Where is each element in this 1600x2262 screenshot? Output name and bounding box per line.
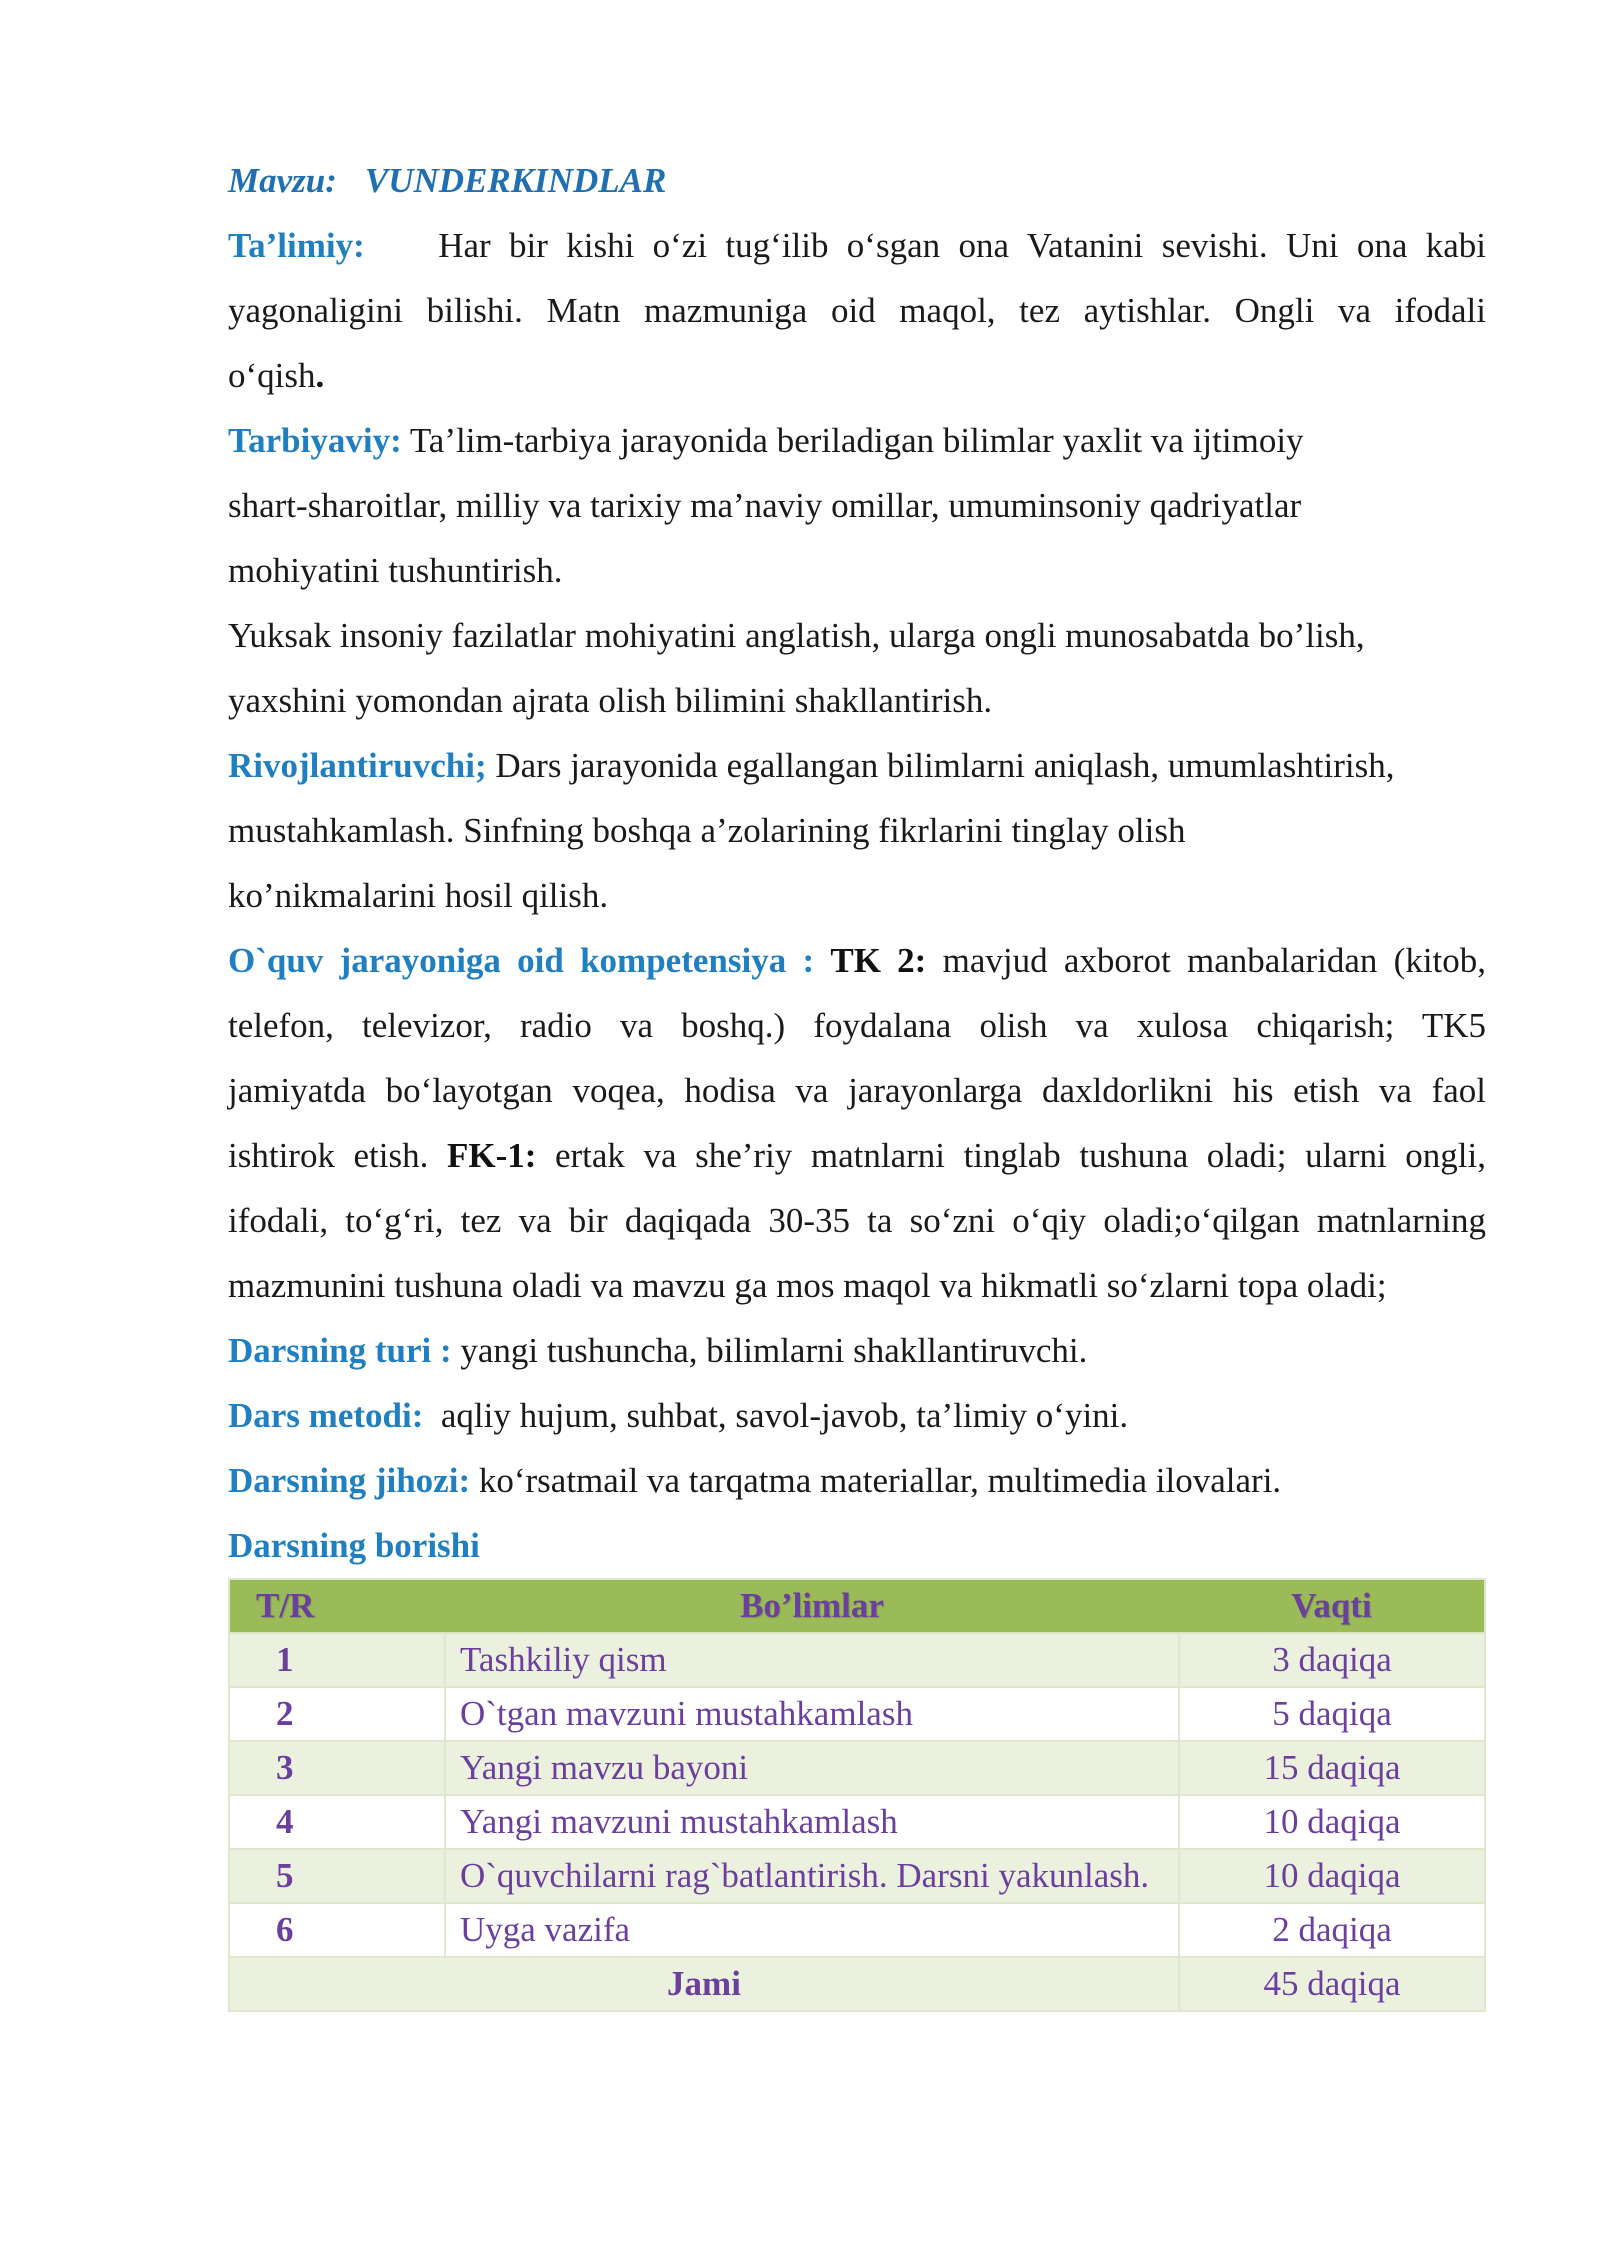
kompetensiya-text-3: jamiyatda bo‘layotgan voqea, hodisa va jarayonlarga daxldorlikni his etish va faol (228, 1071, 1486, 1110)
kompetensiya-line-2 (228, 993, 1486, 1058)
row-number: 5 (229, 1849, 445, 1903)
row-section: Uyga vazifa (445, 1903, 1179, 1957)
tarbiyaviy-line-5 (228, 668, 1486, 733)
tarbiyaviy-line-1 (228, 408, 1486, 473)
tarbiyaviy-text-2: shart-sharoitlar, milliy va tarixiy ma’naviy omillar, umuminsoniy qadriyatlar (228, 486, 1302, 525)
talimiy-line-3 (228, 343, 1486, 408)
kompetensiya-text-4a: ishtirok etish. (228, 1136, 429, 1175)
darsning-turi-value: yangi tushuncha, bilimlarni shakllantiruvchi. (460, 1331, 1088, 1370)
table-row (229, 1849, 1485, 1903)
rivojlantiruvchi-label: Rivojlantiruvchi; (228, 746, 487, 785)
header-tr: T/R (229, 1579, 445, 1633)
darsning-jihozi-label: Darsning jihozi: (228, 1461, 471, 1500)
row-number: 6 (229, 1903, 445, 1957)
kompetensiya-label: O`quv jarayoniga oid kompetensiya : (228, 941, 815, 980)
rivojlantiruvchi-line-2 (228, 798, 1486, 863)
rivojlantiruvchi-line-3 (228, 863, 1486, 928)
table-row (229, 1633, 1485, 1687)
kompetensiya-line-3 (228, 1058, 1486, 1123)
row-section: Yangi mavzuni mustahkamlash (445, 1795, 1179, 1849)
table-row (229, 1741, 1485, 1795)
talimiy-text-1: Har bir kishi o‘zi tug‘ilib o‘sgan ona Vatanini sevishi. Uni ona kabi (438, 226, 1487, 265)
row-time: 5 daqiqa (1179, 1687, 1485, 1741)
tarbiyaviy-line-2 (228, 473, 1486, 538)
tarbiyaviy-text-5: yaxshini yomondan ajrata olish bilimini shakllantirish. (228, 681, 993, 720)
rivojlantiruvchi-text-3: ko’nikmalarini hosil qilish. (228, 876, 609, 915)
dars-metodi-line (228, 1383, 1486, 1448)
row-number: 4 (229, 1795, 445, 1849)
tarbiyaviy-text-3: mohiyatini tushuntirish. (228, 551, 563, 590)
header-time: Vaqti (1179, 1579, 1485, 1633)
fk1-label: FK-1: (446, 1136, 537, 1175)
kompetensiya-text-6: mazmunini tushuna oladi va mavzu ga mos maqol va hikmatli so‘zlarni topa oladi; (228, 1266, 1387, 1305)
total-label: Jami (229, 1957, 1179, 2011)
rivojlantiruvchi-text-2: mustahkamlash. Sinfning boshqa a’zolarining fikrlarini tinglay olish (228, 811, 1186, 850)
kompetensiya-text-4b: ertak va she’riy matnlarni tinglab tushuna oladi; ularni ongli, (554, 1136, 1486, 1175)
row-section: O`quvchilarni rag`batlantirish. Darsni yakunlash. (445, 1849, 1179, 1903)
row-number: 1 (229, 1633, 445, 1687)
kompetensiya-text-2: telefon, televizor, radio va boshq.) foydalana olish va xulosa chiqarish; TK5 (228, 1006, 1486, 1045)
table-row (229, 1903, 1485, 1957)
row-time: 3 daqiqa (1179, 1633, 1485, 1687)
tarbiyaviy-text-4: Yuksak insoniy fazilatlar mohiyatini anglatish, ularga ongli munosabatda bo’lish, (228, 616, 1365, 655)
tarbiyaviy-label: Tarbiyaviy: (228, 421, 402, 460)
darsning-jihozi-value: ko‘rsatmail va tarqatma materiallar, multimedia ilovalari. (478, 1461, 1282, 1500)
talimiy-text-2: yagonaligini bilishi. Matn mazmuniga oid maqol, tez aytishlar. Ongli va ifodali (228, 291, 1486, 330)
table-row (229, 1795, 1485, 1849)
kompetensiya-text-1: mavjud axborot manbalaridan (kitob, (942, 941, 1487, 980)
lesson-plan-table (228, 1578, 1486, 2012)
header-sections: Bo’limlar (445, 1579, 1179, 1633)
kompetensiya-line-6 (228, 1253, 1486, 1318)
kompetensiya-text-5: ifodali, to‘g‘ri, tez va bir daqiqada 30-35 ta so‘zni o‘qiy oladi;o‘qilgan matnlarning (228, 1201, 1486, 1240)
rivojlantiruvchi-text-1: Dars jarayonida egallangan bilimlarni aniqlash, umumlashtirish, (495, 746, 1395, 785)
tarbiyaviy-line-3 (228, 538, 1486, 603)
row-section: Yangi mavzu bayoni (445, 1741, 1179, 1795)
talimiy-line-2 (228, 278, 1486, 343)
row-time: 2 daqiqa (1179, 1903, 1485, 1957)
kompetensiya-line-4 (228, 1123, 1486, 1188)
darsning-borishi-label: Darsning borishi (228, 1526, 480, 1565)
tarbiyaviy-text-1: Ta’lim-tarbiya jarayonida beriladigan bilimlar yaxlit va ijtimoiy (409, 421, 1304, 460)
dars-metodi-label: Dars metodi: (228, 1396, 424, 1435)
tk2-label: TK 2: (830, 941, 927, 980)
dars-metodi-value: aqliy hujum, suhbat, savol-javob, ta’limiy o‘yini. (440, 1396, 1129, 1435)
talimiy-end-mark: . (315, 356, 325, 395)
darsning-turi-line (228, 1318, 1486, 1383)
darsning-borishi-heading (228, 1513, 1486, 1578)
row-time: 10 daqiqa (1179, 1795, 1485, 1849)
darsning-turi-label: Darsning turi : (228, 1331, 452, 1370)
row-number: 3 (229, 1741, 445, 1795)
kompetensiya-line-5 (228, 1188, 1486, 1253)
darsning-jihozi-line (228, 1448, 1486, 1513)
row-section: O`tgan mavzuni mustahkamlash (445, 1687, 1179, 1741)
row-number: 2 (229, 1687, 445, 1741)
table-header-row (229, 1579, 1485, 1633)
lesson-title (228, 148, 1486, 213)
title-label: Mavzu: (228, 161, 337, 200)
table-row (229, 1687, 1485, 1741)
kompetensiya-line-1 (228, 928, 1486, 993)
row-section: Tashkiliy qism (445, 1633, 1179, 1687)
total-time: 45 daqiqa (1179, 1957, 1485, 2011)
document-body (228, 148, 1486, 1578)
title-value: VUNDERKINDLAR (364, 161, 667, 200)
rivojlantiruvchi-line-1 (228, 733, 1486, 798)
row-time: 10 daqiqa (1179, 1849, 1485, 1903)
tarbiyaviy-line-4 (228, 603, 1486, 668)
talimiy-text-3: o‘qish (228, 356, 316, 395)
talimiy-label: Ta’limiy: (228, 226, 365, 265)
talimiy-line-1 (228, 213, 1486, 278)
row-time: 15 daqiqa (1179, 1741, 1485, 1795)
table-total-row (229, 1957, 1485, 2011)
